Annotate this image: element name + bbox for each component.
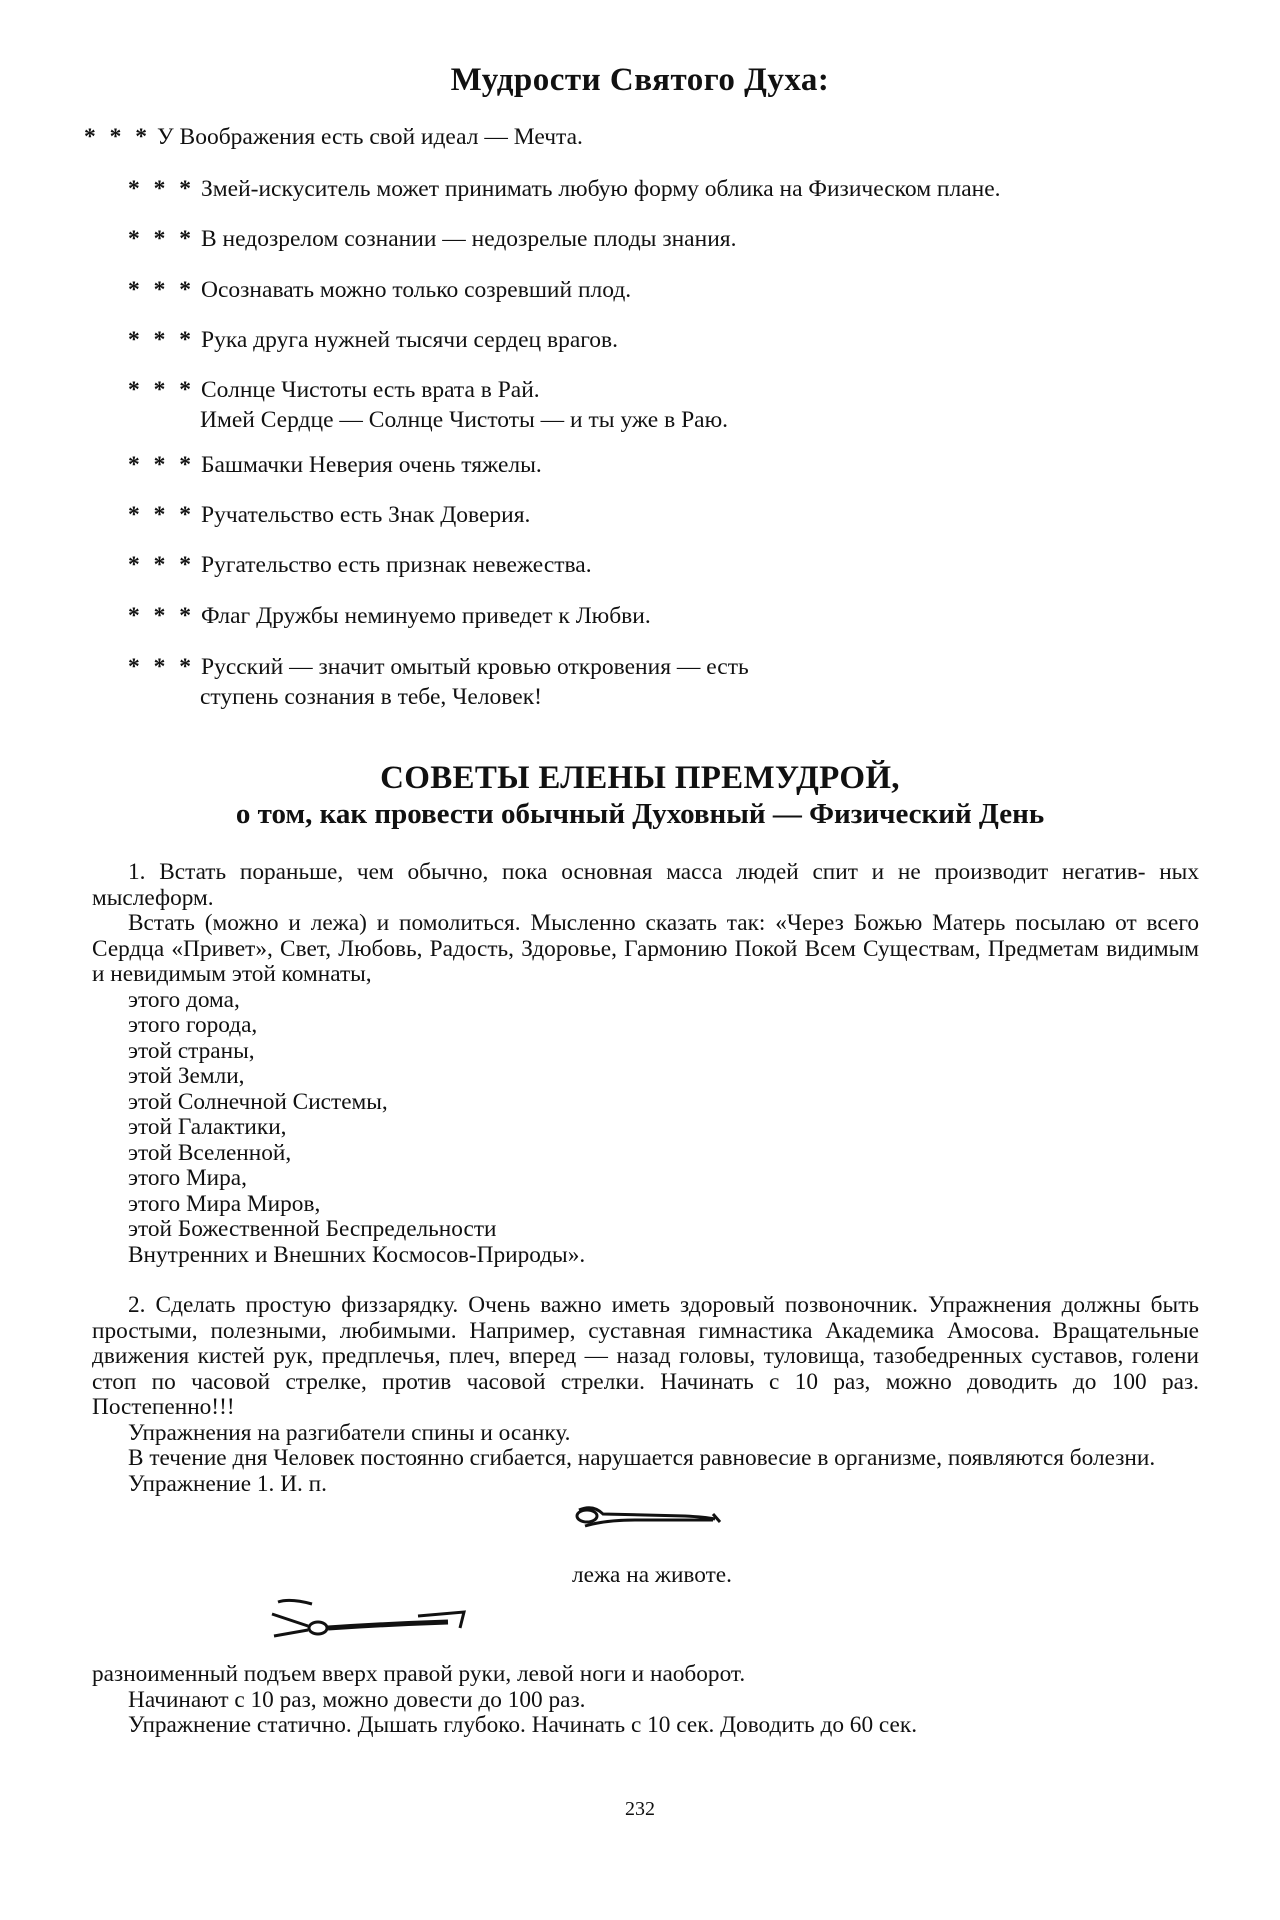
aphorism-text: Ручательство есть Знак Доверия. bbox=[201, 502, 531, 528]
aphorism-text: В недозрелом сознании — недозрелые плоды знания. bbox=[201, 226, 737, 252]
list-item: этой Земли, bbox=[128, 1063, 245, 1089]
aphorism-item bbox=[84, 122, 583, 152]
aphorism-text: Осознавать можно только созревший плод. bbox=[201, 277, 632, 303]
raised-limbs-sketch bbox=[268, 1598, 468, 1644]
list-item: этой Вселенной, bbox=[128, 1139, 292, 1166]
list-item: этой Галактики, bbox=[128, 1114, 287, 1140]
aphorism-item bbox=[128, 652, 749, 712]
figure-caption: лежа на животе. bbox=[572, 1562, 732, 1588]
asterism: * * * bbox=[128, 176, 195, 202]
section-heading-advice: СОВЕТЫ ЕЛЕНЫ ПРЕМУДРОЙ, bbox=[380, 760, 900, 796]
list-item: этого Мира Миров, bbox=[128, 1190, 321, 1217]
aphorism-text: Русский — значит омытый кровью откровения — есть bbox=[201, 654, 749, 680]
paragraph: 1. Встать пораньше, чем обычно, пока основная масса людей спит и не производит негатив- ных мыслеформ. bbox=[92, 859, 1199, 911]
paragraph: Начинают с 10 раз, можно довести до 100 раз. bbox=[128, 1686, 586, 1713]
paragraph: В течение дня Человек постоянно сгибается, нарушается равновесие в организме, появляются болезни. bbox=[128, 1445, 1156, 1471]
aphorism-item bbox=[128, 325, 618, 355]
list-item: Внутренних и Внешних Космосов-Природы». bbox=[128, 1241, 586, 1268]
paragraph: Встать (можно и лежа) и помолиться. Мысленно сказать так: «Через Божью Матерь посылаю от всего Сердца «Привет», Свет, Любовь, Радость, Здоровье, Гармонию Покой Всем Существам, Предметам видимым и невидимым этой комнаты, bbox=[92, 910, 1199, 987]
asterism: * * * bbox=[84, 124, 151, 150]
list-item: этого города, bbox=[128, 1012, 258, 1038]
section-subheading: о том, как провести обычный Духовный — Физический День bbox=[235, 798, 1045, 830]
aphorism-item bbox=[128, 550, 592, 580]
aphorism-item bbox=[128, 224, 736, 254]
list-item: этой Божественной Беспредельности bbox=[128, 1216, 497, 1242]
exercise-description bbox=[92, 1662, 1199, 1739]
list-item: этого дома, bbox=[128, 986, 240, 1013]
aphorism-item bbox=[128, 174, 1001, 204]
asterism: * * * bbox=[128, 452, 195, 478]
page-number: 232 bbox=[625, 1798, 655, 1820]
asterism: * * * bbox=[128, 552, 195, 578]
aphorism-item bbox=[128, 375, 728, 435]
aphorism-continuation: ступень сознания в тебе, Человек! bbox=[200, 684, 542, 710]
paragraph: Упражнения на разгибатели спины и осанку. bbox=[128, 1419, 571, 1446]
aphorism-text: Рука друга нужней тысячи сердец врагов. bbox=[201, 327, 619, 353]
paragraph: Упражнение 1. И. п. bbox=[128, 1470, 327, 1497]
list-item: этого Мира, bbox=[128, 1165, 247, 1191]
aphorism-text: Башмачки Неверия очень тяжелы. bbox=[201, 452, 542, 478]
aphorism-text: Ругательство есть признак невежества. bbox=[201, 552, 592, 578]
paragraph: разноименный подъем вверх правой руки, левой ноги и наоборот. bbox=[92, 1661, 746, 1687]
paragraph: Упражнение статично. Дышать глубоко. Начинать с 10 сек. Доводить до 60 сек. bbox=[128, 1712, 918, 1738]
aphorism-item bbox=[128, 275, 631, 305]
asterism: * * * bbox=[128, 226, 195, 252]
prone-figure-sketch bbox=[575, 1500, 725, 1536]
aphorism-text: У Воображения есть свой идеал — Мечта. bbox=[157, 124, 583, 150]
list-item: этой Солнечной Системы, bbox=[128, 1088, 388, 1115]
aphorism-item bbox=[128, 500, 530, 530]
asterism: * * * bbox=[128, 654, 195, 680]
section-heading-wisdoms: Мудрости Святого Духа: bbox=[450, 62, 830, 98]
aphorism-item bbox=[128, 450, 542, 480]
aphorism-text: Флаг Дружбы неминуемо приведет к Любви. bbox=[201, 603, 651, 629]
asterism: * * * bbox=[128, 502, 195, 528]
list-item: этой страны, bbox=[128, 1037, 255, 1064]
asterism: * * * bbox=[128, 377, 195, 403]
aphorism-text: Солнце Чистоты есть врата в Рай. bbox=[201, 377, 540, 403]
aphorism-text: Змей-искуситель может принимать любую форму облика на Физическом плане. bbox=[201, 176, 1001, 202]
asterism: * * * bbox=[128, 603, 195, 629]
aphorism-continuation: Имей Сердце — Солнце Чистоты — и ты уже в Раю. bbox=[200, 407, 729, 433]
paragraph: 2. Сделать простую физзарядку. Очень важно иметь здоровый позвоночник. Упражнения должны быть простыми, полезными, любимыми. Например, суставная гимнастика Академика Амосова. Вращательные движения кистей рук, предплечья, плеч, вперед — назад головы, туловища, тазобедренных суставов, голени стоп по часовой стрелке, против часовой стрелки. Начинать с 10 раз, можно доводить до 100 раз. Постепенно!!! bbox=[92, 1292, 1199, 1420]
asterism: * * * bbox=[128, 277, 195, 303]
asterism: * * * bbox=[128, 327, 195, 353]
advice-body bbox=[92, 860, 1199, 1497]
aphorism-item bbox=[128, 601, 651, 631]
